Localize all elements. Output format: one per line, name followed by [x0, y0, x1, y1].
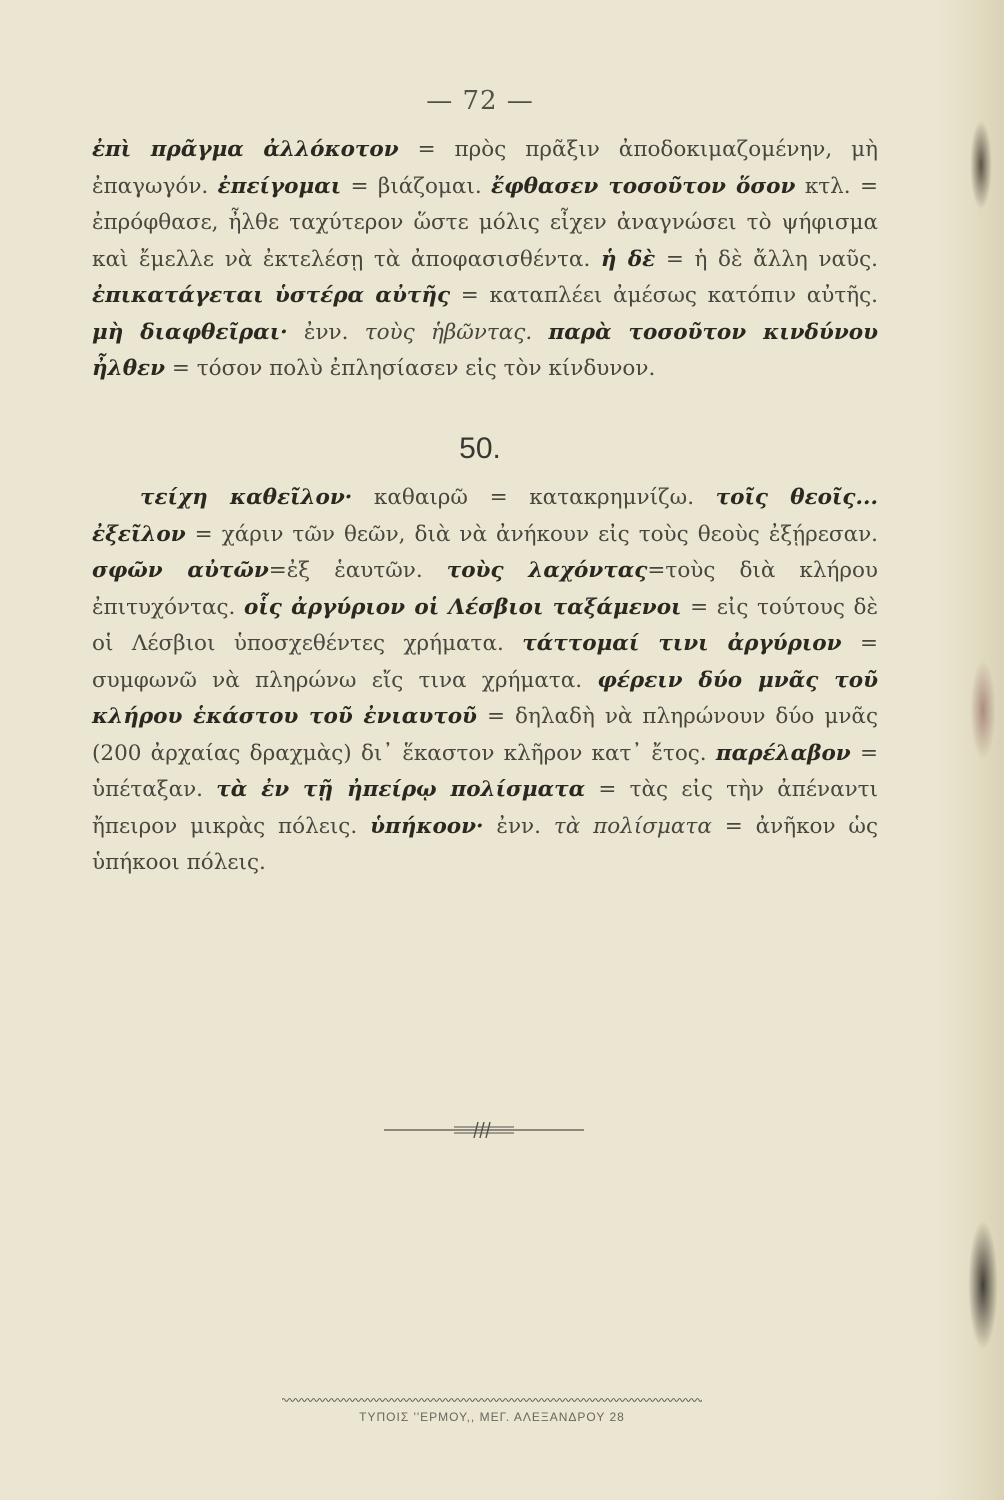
edge-stain — [970, 660, 996, 760]
paragraph-50-notes — [92, 480, 878, 882]
gloss: = βιάζομαι. — [341, 173, 492, 199]
gloss: κτλ. = ἐπρόφθασε, ἦλθε ταχύτερον ὥστε μόλις εἶχεν ἀναγνώσει τὸ ψήφισμα καὶ ἔμελλε νὰ ἐκτελέσῃ τὰ ἀποφασισθέντα. — [92, 173, 879, 272]
gloss: = δηλαδὴ νὰ πληρώνουν δύο μνᾶς (200 ἀρχαίας δραχμὰς) δι᾿ ἕκαστον κλῆρον κατ᾿ ἔτος. — [92, 704, 878, 766]
lemma: παρὰ τοσοῦτον κινδύνου ἦλθεν — [92, 319, 878, 381]
edge-stain — [970, 120, 992, 210]
lemma: οἷς ἀργύριον οἱ Λέσβιοι ταξάμενοι — [244, 594, 682, 620]
lemma: τάττομαί τινι ἀργύριον — [522, 631, 842, 656]
gloss: ἐνν. — [287, 319, 365, 345]
lemma: παρέλαβον — [715, 740, 851, 766]
lemma: τοῖς θεοῖς... ἐξεῖλον — [92, 485, 878, 547]
gloss: = καταπλέει ἀμέσως κατόπιν αὐτῆς. — [450, 283, 878, 308]
gloss: = ἡ δὲ ἄλλη ναῦς. — [655, 246, 878, 272]
lemma: σφῶν αὐτῶν — [92, 558, 269, 583]
lemma: μὴ διαφθεῖραι· — [92, 319, 288, 345]
gloss: = ὑπέταξαν. — [92, 740, 878, 802]
page-number: — 72 — — [426, 86, 534, 116]
lemma: φέρειν δύο μνᾶς τοῦ κλήρου ἑκάστου τοῦ ἐνιαυτοῦ — [92, 667, 878, 729]
paragraph-49-notes — [92, 132, 878, 388]
section-heading: 50. — [459, 432, 501, 465]
lemma: τὰ ἐν τῇ ἠπείρῳ πολίσματα — [216, 777, 586, 802]
gloss: καθαιρῶ = κατακρημνίζω. — [352, 485, 716, 510]
lemma: τοὺς λαχόντας — [446, 558, 648, 583]
gloss: =ἐξ ἑαυτῶν. — [268, 558, 447, 583]
lemma: ἡ δὲ — [600, 246, 656, 272]
lemma: τείχη καθεῖλον· — [140, 485, 353, 510]
gloss: = συμφωνῶ νὰ πληρώνω εἴς τινα χρήματα. — [92, 631, 878, 693]
lemma: ἐπὶ πρᾶγμα ἀλλόκοτον — [92, 137, 399, 162]
end-ornament-icon — [384, 1118, 584, 1142]
gloss: = τόσον πολὺ ἐπλησίασεν εἰς τὸν κίνδυνον. — [165, 356, 656, 381]
gloss: =τοὺς διὰ κλήρου ἐπιτυχόντας. — [92, 558, 879, 620]
lemma: ἐπικατάγεται ὑστέρα αὐτῆς — [92, 283, 451, 308]
gloss: ἐνν. — [483, 813, 554, 839]
gloss: = ἀνῆκον ὡς ὑπήκοοι πόλεις. — [92, 813, 878, 875]
lemma: ἐπείγομαι — [217, 173, 342, 199]
printer-imprint: ΤΥΠΟΙΣ ''ΕΡΜΟΥ,, ΜΕΓ. ΑΛΕΞΑΝΔΡΟΥ 28 — [359, 1410, 625, 1424]
gloss-italic: τὰ πολίσματα — [553, 813, 712, 839]
edge-stain — [968, 1220, 998, 1350]
lemma: ὑπήκοον· — [370, 813, 484, 839]
lemma: ἔφθασεν τοσοῦτον ὅσον — [491, 173, 796, 199]
gloss: = πρὸς πρᾶξιν ἀποδοκιμαζομένην, μὴ ἐπαγωγόν. — [92, 137, 878, 199]
wavy-rule-icon — [282, 1395, 702, 1405]
gloss: = χάριν τῶν θεῶν, διὰ νὰ ἀνήκουν εἰς τοὺς θεοὺς ἐξῄρεσαν. — [185, 521, 878, 547]
gloss: = τὰς εἰς τὴν ἀπέναντι ἤπειρον μικρὰς πόλεις. — [92, 777, 878, 839]
gloss: = εἰς τούτους δὲ οἱ Λέσβιοι ὑποσχεθέντες χρήματα. — [92, 594, 878, 656]
gloss-italic: τοὺς ἡβῶντας. — [364, 319, 533, 345]
